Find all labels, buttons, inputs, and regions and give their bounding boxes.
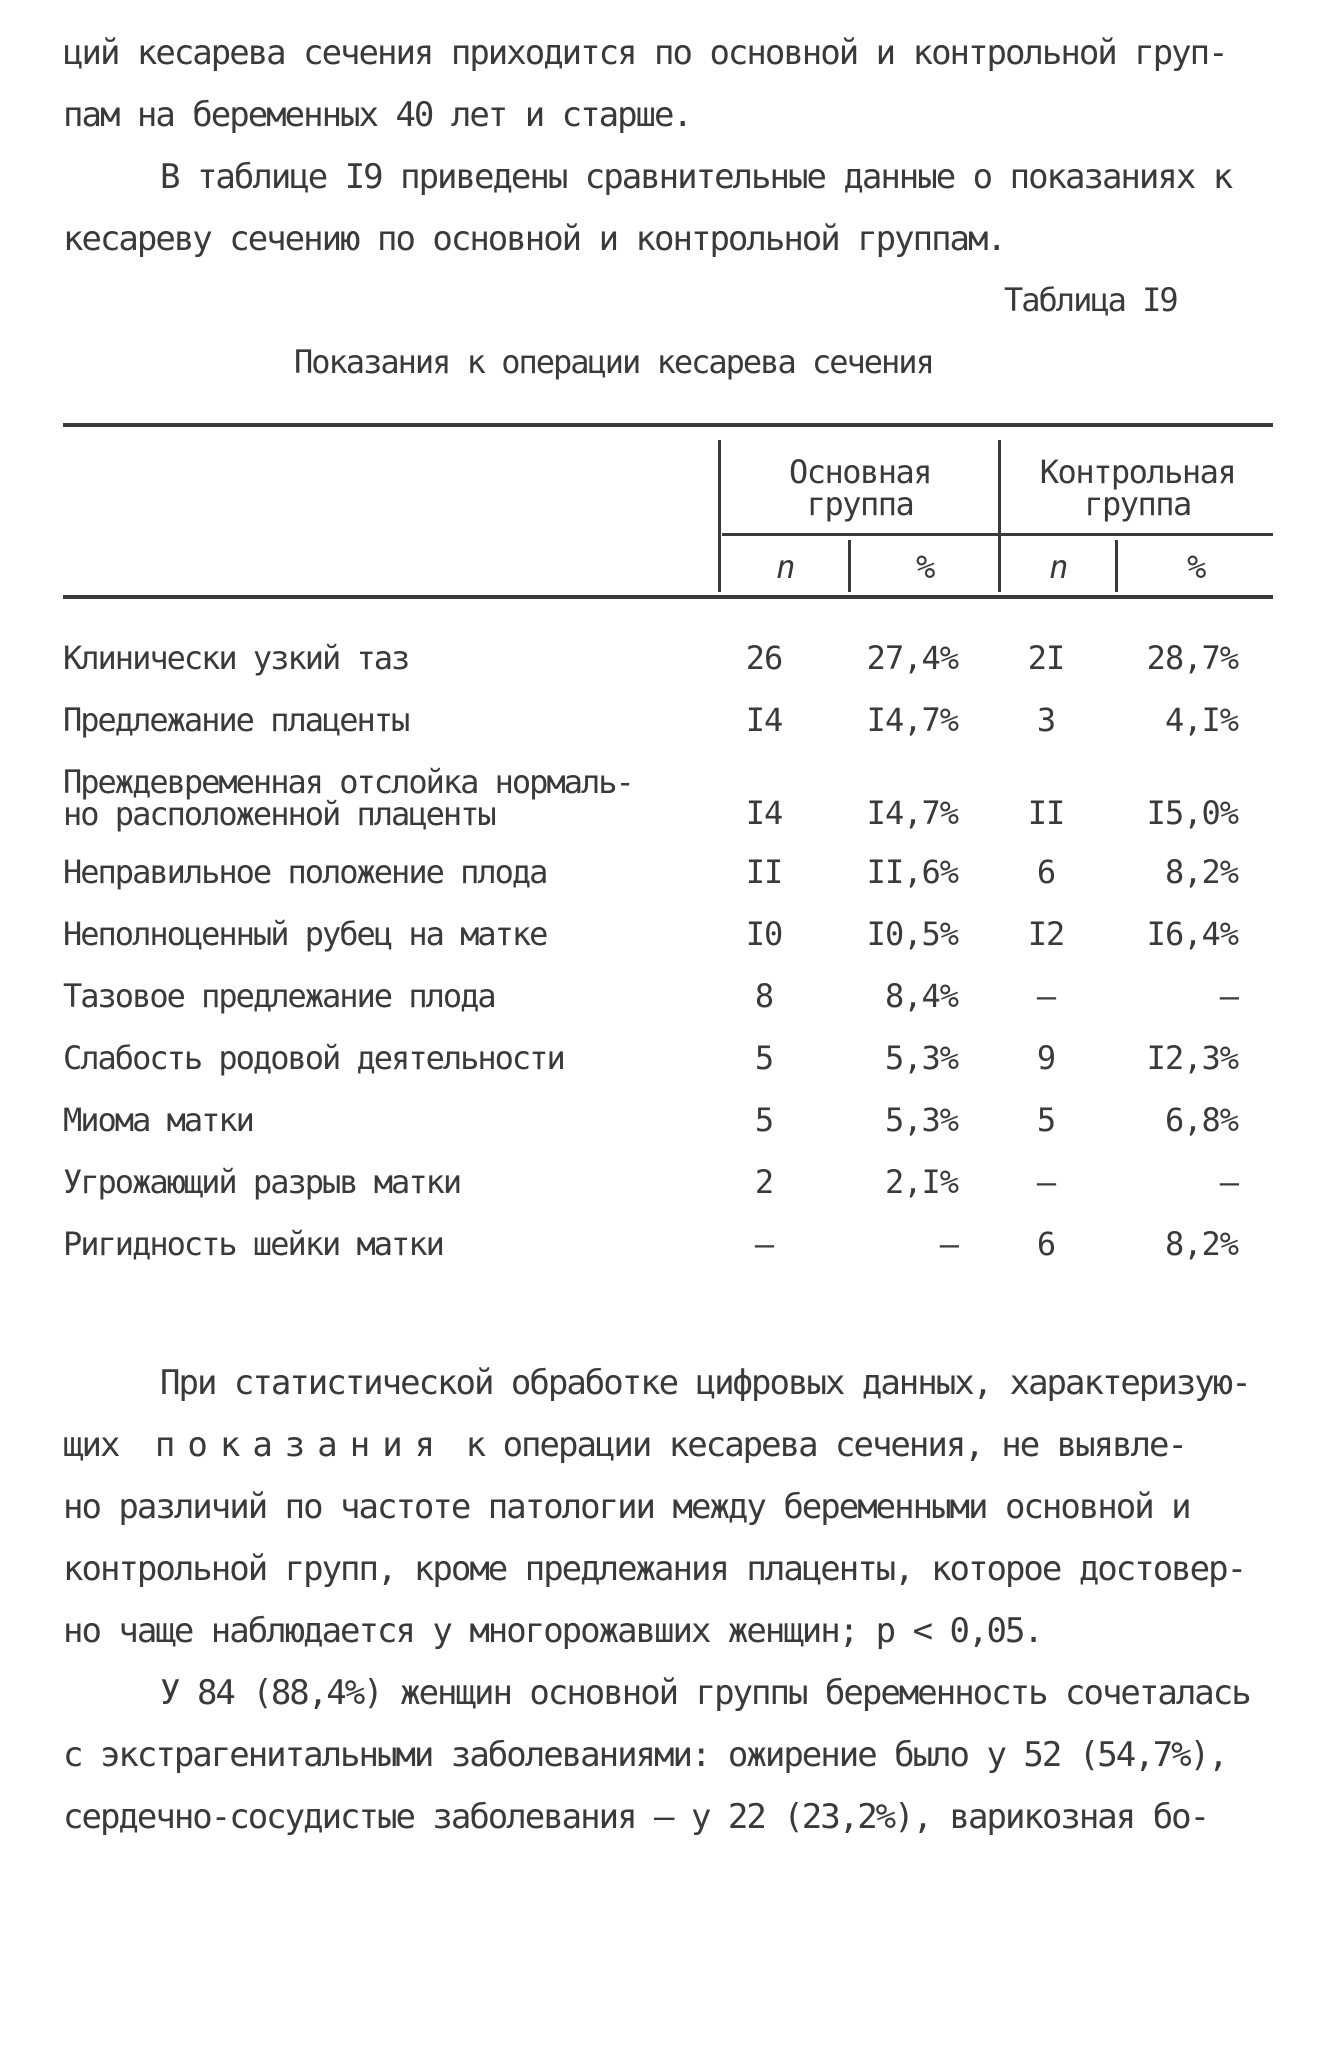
cell-pct-main: I0,5% — [866, 915, 958, 953]
text-line: В таблице I9 приведены сравнительные данные о показаниях к — [160, 157, 1232, 197]
cell-pct-main: – — [939, 1225, 958, 1263]
row-label: но расположенной плаценты — [63, 795, 495, 833]
group-header-line: Основная — [788, 453, 932, 491]
cell-pct-control: – — [1219, 977, 1238, 1015]
cell-n-main: I0 — [745, 915, 783, 953]
text-line: но чаще наблюдается у многорожавших женщин; р < 0,05. — [63, 1611, 1042, 1651]
header-divider — [718, 440, 721, 592]
cell-n-main: 5 — [754, 1039, 774, 1077]
cell-n-main: – — [754, 1225, 774, 1263]
cell-pct-main: 5,3% — [884, 1101, 958, 1139]
cell-pct-control: 28,7% — [1146, 639, 1238, 677]
group-header-line: группа — [806, 485, 914, 523]
cell-pct-control: 8,2% — [1164, 1225, 1238, 1263]
cell-pct-control: – — [1219, 1163, 1238, 1201]
cell-pct-main: 27,4% — [866, 639, 958, 677]
table-label: Таблица I9 — [1004, 281, 1177, 319]
cell-pct-control: 4,I% — [1164, 701, 1238, 739]
emphasized-word: показания — [154, 1425, 448, 1465]
header-divider — [998, 440, 1001, 592]
cell-n-control: 5 — [1036, 1101, 1056, 1139]
cell-n-control: 2I — [1027, 639, 1065, 677]
row-label: Неполноценный рубец на матке — [63, 915, 547, 953]
cell-n-control: 6 — [1036, 853, 1056, 891]
cell-n-control: – — [1036, 977, 1056, 1015]
col-pct-main: % — [916, 548, 934, 586]
cell-n-main: 2 — [754, 1163, 774, 1201]
group-header-main — [722, 453, 998, 523]
row-label: Неправильное положение плода — [63, 853, 547, 891]
group-header-line: Контрольная — [1039, 453, 1236, 491]
text-line: контрольной групп, кроме предлежания плаценты, которое достовер- — [63, 1549, 1246, 1589]
cell-n-main: 8 — [754, 977, 774, 1015]
cell-n-control: 3 — [1036, 701, 1056, 739]
row-label: Ригидность шейки матки — [63, 1225, 443, 1263]
cell-n-main: I4 — [745, 701, 783, 739]
text-line: У 84 (88,4%) женщин основной группы беременность сочеталась — [160, 1673, 1250, 1713]
cell-n-main: II — [745, 853, 783, 891]
row-label: Слабость родовой деятельности — [63, 1039, 564, 1077]
cell-n-control: – — [1036, 1163, 1056, 1201]
cell-n-main: 5 — [754, 1101, 774, 1139]
row-label: Предлежание плаценты — [63, 701, 409, 739]
row-label: Преждевременная отслойка нормаль- — [63, 763, 633, 801]
col-pct-control: % — [1187, 548, 1205, 586]
cell-n-control: 6 — [1036, 1225, 1056, 1263]
row-label: Миома матки — [63, 1101, 253, 1139]
group-header-line: группа — [1084, 485, 1191, 523]
cell-pct-control: 8,2% — [1164, 853, 1238, 891]
col-n-control: n — [1049, 548, 1067, 586]
row-label: Угрожающий разрыв матки — [63, 1163, 461, 1201]
cell-pct-control: 6,8% — [1164, 1101, 1238, 1139]
text-segment: щих — [63, 1425, 119, 1465]
cell-pct-main: 5,3% — [884, 1039, 958, 1077]
cell-n-main: 26 — [745, 639, 783, 677]
col-n-main: n — [776, 548, 794, 586]
table-top-rule — [63, 423, 1273, 427]
cell-n-control: I2 — [1027, 915, 1065, 953]
cell-pct-control: I6,4% — [1146, 915, 1238, 953]
cell-pct-main: 8,4% — [884, 977, 958, 1015]
row-label: Клинически узкий таз — [63, 639, 409, 677]
header-bottom-rule — [63, 595, 1273, 599]
table-title: Показания к операции кесарева сечения — [294, 343, 933, 381]
cell-n-control: II — [1027, 794, 1065, 832]
cell-n-main: I4 — [745, 794, 783, 832]
cell-pct-control: I5,0% — [1146, 794, 1238, 832]
text-line: сердечно-сосудистые заболевания – у 22 (23,2%), варикозная бо- — [63, 1797, 1209, 1837]
cell-pct-main: II,6% — [866, 853, 958, 891]
cell-pct-main: I4,7% — [866, 701, 958, 739]
cell-pct-main: 2,I% — [884, 1163, 958, 1201]
text-line: ций кесарева сечения приходится по основной и контрольной груп- — [63, 33, 1227, 73]
header-divider — [1115, 540, 1118, 592]
cell-n-control: 9 — [1036, 1039, 1056, 1077]
text-line: При статистической обработке цифровых данных, характеризую- — [160, 1363, 1250, 1403]
text-segment: к операции кесарева сечения, не выявле- — [465, 1425, 1186, 1465]
header-divider — [848, 540, 851, 592]
cell-pct-control: I2,3% — [1146, 1039, 1238, 1077]
group-header-control — [1002, 453, 1273, 523]
text-line: кесареву сечению по основной и контрольной группам. — [63, 219, 1005, 259]
text-line — [63, 1425, 1186, 1465]
text-line: но различий по частоте патологии между беременными основной и — [63, 1487, 1190, 1527]
cell-pct-main: I4,7% — [866, 794, 958, 832]
row-label: Тазовое предлежание плода — [63, 977, 495, 1015]
text-line: с экстрагенитальными заболеваниями: ожирение было у 52 (54,7%), — [63, 1735, 1227, 1775]
text-line: пам на беременных 40 лет и старше. — [63, 95, 691, 135]
